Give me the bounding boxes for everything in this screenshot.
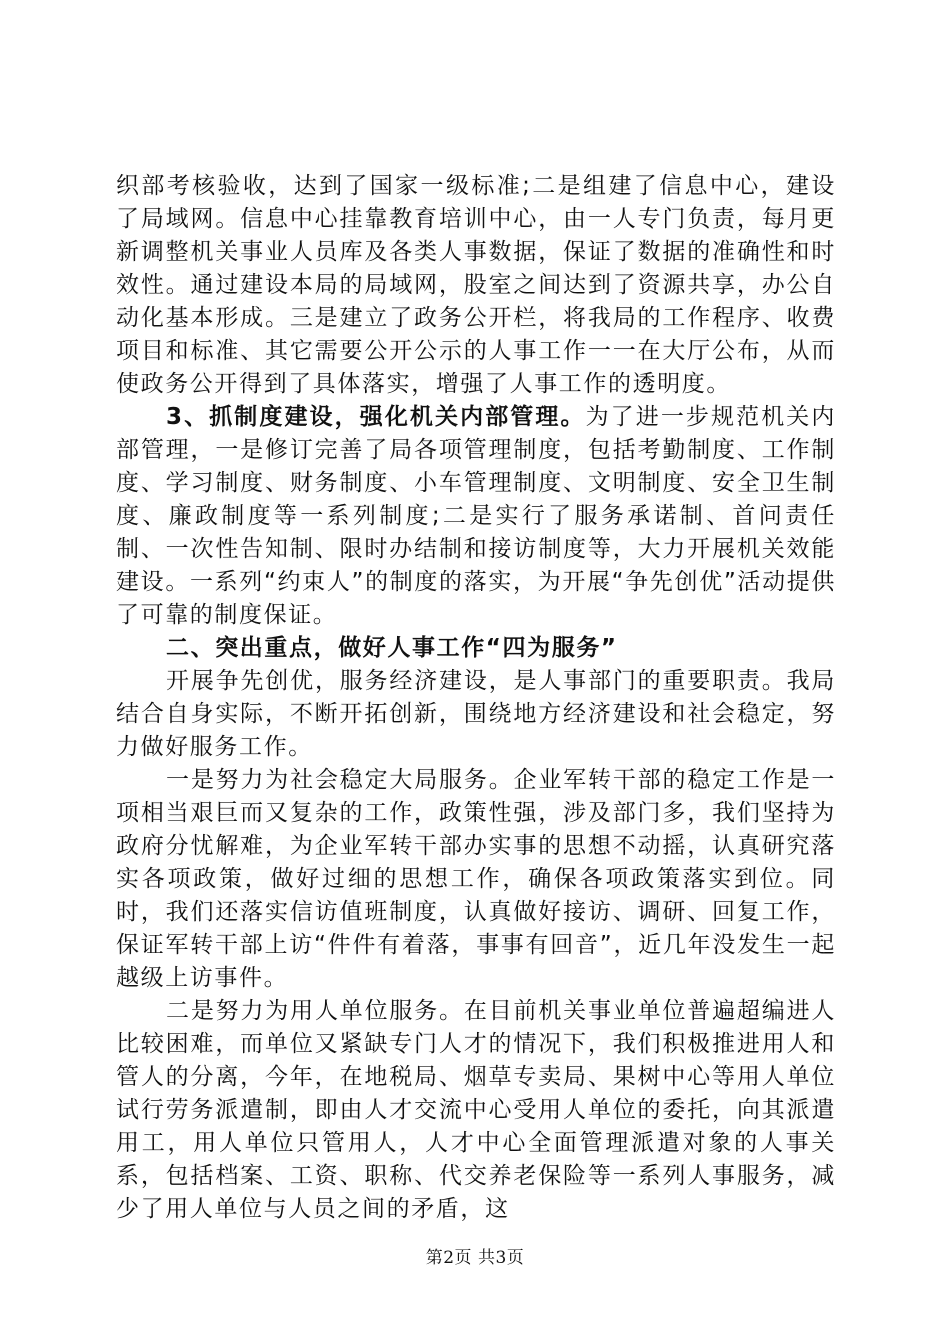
paragraph-employer-service: [116, 995, 836, 1226]
paragraph-text: 一是努力为社会稳定大局服务。企业军转干部的稳定工作是一项相当艰巨而又复杂的工作，政策性强，涉及部门多，我们坚持为政府分忧解难，为企业军转干部办实事的思想不动摇，认真研究落实各项政策，做好过细的思想工作，确保各项政策落实到位。同时，我们还落实信访值班制度，认真做好接访、调研、回复工作，保证军转干部上访“件件有着落，事事有回音”，近几年没发生一起越级上访事件。: [116, 767, 836, 991]
paragraph-text: 织部考核验收，达到了国家一级标准;二是组建了信息中心，建设了局域网。信息中心挂靠教育培训中心，由一人专门负责，每月更新调整机关事业人员库及各类人事数据，保证了数据的准确性和时效性。通过建设本局的局域网，股室之间达到了资源共享，办公自动化基本形成。三是建立了政务公开栏，将我局的工作程序、收费项目和标准、其它需要公开公示的人事工作一一在大厅公布，从而使政务公开得到了具体落实，增强了人事工作的透明度。: [116, 173, 836, 397]
document-body: [116, 170, 836, 1226]
paragraph-text: 二是努力为用人单位服务。在目前机关事业单位普遍超编进人比较困难，而单位又紧缺专门人才的情况下，我们积极推进用人和管人的分离，今年，在地税局、烟草专卖局、果树中心等用人单位试行劳务派遣制，即由人才交流中心受用人单位的委托，向其派遣用工，用人单位只管用人，人才中心全面管理派遣对象的人事关系，包括档案、工资、职称、代交养老保险等一系列人事服务，减少了用人单位与人员之间的矛盾，这: [116, 998, 836, 1222]
paragraph-text: 为了进一步规范机关内部管理，一是修订完善了局各项管理制度，包括考勤制度、工作制度、学习制度、财务制度、小车管理制度、文明制度、安全卫生制度、廉政制度等一系列制度;二是实行了服务承诺制、首问责任制、一次性告知制、限时办结制和接访制度等，大力开展机关效能建设。一系列“约束人”的制度的落实，为开展“争先创优”活动提供了可靠的制度保证。: [116, 404, 836, 628]
paragraph-intro: [116, 665, 836, 764]
paragraph-continuation: [116, 170, 836, 401]
page-footer: [0, 1243, 950, 1268]
paragraph-lead-heading: 3、抓制度建设，强化机关内部管理。: [166, 404, 586, 430]
section-heading-text: 二、突出重点，做好人事工作“四为服务”: [166, 635, 618, 661]
paragraph-text: 开展争先创优，服务经济建设，是人事部门的重要职责。我局结合自身实际，不断开拓创新，围绕地方经济建设和社会稳定，努力做好服务工作。: [116, 668, 836, 760]
paragraph-social-stability: [116, 764, 836, 995]
page-number-label: 第2页 共3页: [425, 1248, 525, 1268]
paragraph-institution-building: [116, 401, 836, 632]
section-heading: [116, 632, 836, 665]
